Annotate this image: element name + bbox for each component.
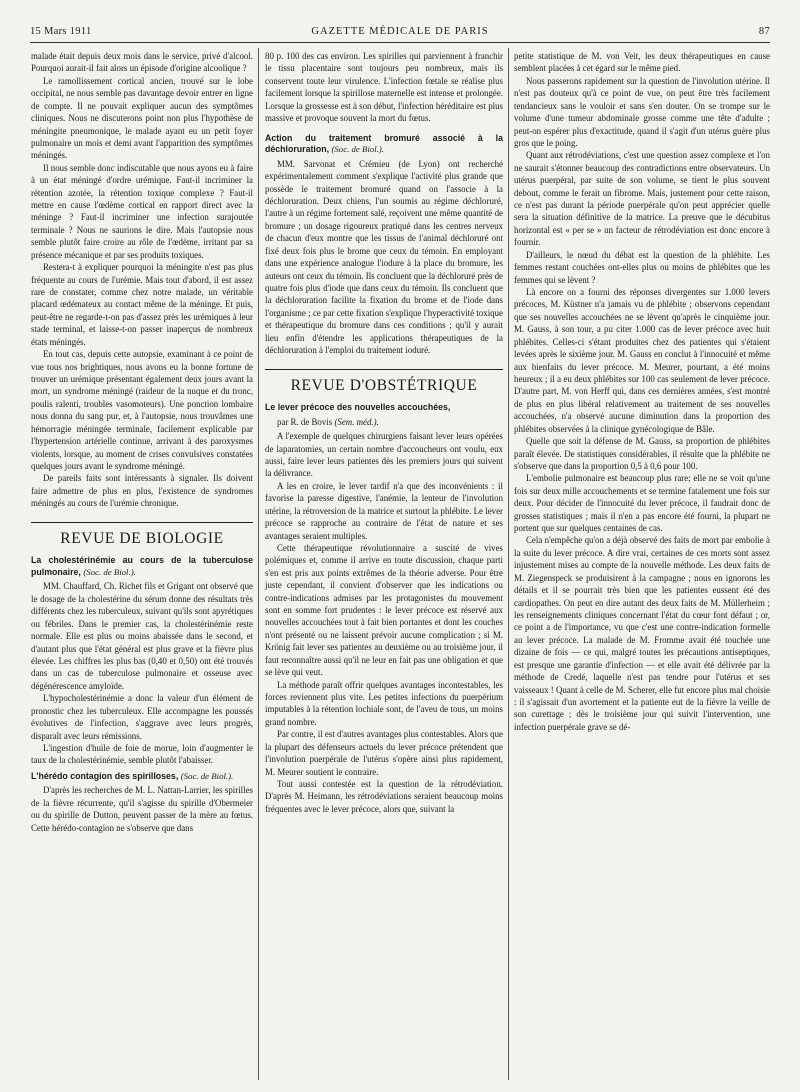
header-page-number: 87 (758, 26, 770, 37)
paragraph: Cela n'empêche qu'on a déjà observé des faits de mort par embolie à la suite du lever précoce. A dire vrai, certaines de ces morts sont assez injustement mises au compte de la nouvelle méthode. Les deux faits de M. Ziegenspeck se produisirent à la campagne ; nous en ignorons les détails et il se pourrait très bien que les patientes eussent été des cardiopathes. On peut en dire autant des deux faits de M. Müllerheim ; les renseignements cliniques concernant l'état du cœur font défaut ; or, ce point a de l'importance, vu que c'est une contre-indication formelle au lever précoce. La malade de M. Fromme avait été touchée une dizaine de fois — ce qui, malgré toutes les précautions antiseptiques, est presque une garantie d'infection — et elle avait été délivrée par la méthode de Credé, laquelle n'est pas tendre pour l'utérus et ses vaisseaux ! Quant à celle de M. Scherer, elle fut encore plus mal choisie : il s'agissait d'un avortement et la patiente eut de la fièvre la veille de son curettage ; dès le troisième jour qui suivit l'intervention, une infection puerpérale grave se dé- (514, 535, 770, 732)
header-date: 15 Mars 1911 (30, 26, 92, 37)
paragraph: Par contre, il est d'autres avantages plus contestables. Alors que la plupart des défenseurs actuels du lever précoce prétendent que l'involution puerpérale de l'utérus s'opère ainsi plus rapidement, M. Meurer soutient le contraire. (265, 729, 503, 777)
paragraph: Nous passerons rapidement sur la question de l'involution utérine. Il n'est pas douteux qu'à ce point de vue, on peut être très facilement tendancieux sans le vouloir et sans s'en douter. On se trompe sur le volume d'une tumeur abdominale grosse comme une tête d'adulte ; peut-on espérer plus d'exactitude, quand il s'agit d'un utérus guère plus gros que le poing. (514, 75, 770, 148)
article-heading (265, 402, 503, 414)
paragraph: En tout cas, depuis cette autopsie, examinant à ce point de vue tous nos brightiques, nous avons eu la bonne fortune de trouver un urémique présentant également deux jours avant la mort, un syndrome méningé (raideur de la nuque et du tronc, poulis ralenti, troubles vasomoteurs). Une ponction lombaire nous donna du sang pur, et, à l'autopsie, nous trouvâmes une hémorragie méningée terminale, facilement explicable par l'hypertension artérielle continue, arrivant à des paroxysmes violents, lorsque, au moment de crises convulsives constatées quelques jours avant le syndrome méningé. (31, 349, 253, 471)
section-title-biologie: REVUE DE BIOLOGIE (31, 522, 253, 550)
paragraph: 80 p. 100 des cas environ. Les spirilles qui parviennent à franchir le tissu placentaire sont toujours peu nombreux, mais ils conservent toute leur virulence. L'infection fœtale se réalise plus facilement lorsque la spirillose maternelle est intense et prolongée. Lorsque la grossesse est à son début, l'infection héréditaire est plus massive et provoque souvent la mort du fœtus. (265, 51, 503, 124)
paragraph: D'après les recherches de M. L. Nattan-Larrier, les spirilles de la fièvre récurrente, qu'il s'agisse du spirille d'Obermeier ou du spirille de Dutton, peuvent passer de la mère au fœtus. Cette hérédo-contagion ne s'observe que dans (31, 785, 253, 833)
paragraph: La méthode paraît offrir quelques avantages incontestables, les forces reviennent plus vite. Les petites infections du puerpérium imputables à la rétention lochiale sont, de l'aveu de tous, un moins grand nombre. (265, 679, 503, 727)
paragraph: D'ailleurs, le nœud du débat est la question de la phlébite. Les femmes restant couchées ont-elles plus ou moins de phlébites que les femmes qui se lèvent ? (514, 249, 770, 285)
paragraph: petite statistique de M. von Veit, les deux thérapeutiques en cause semblent placées à cet égard sur le même pied. (514, 51, 770, 74)
column-divider (258, 48, 259, 1080)
section-title-obstetrique: REVUE D'OBSTÉTRIQUE (265, 369, 503, 397)
article-heading (31, 771, 253, 783)
paragraph: Il nous semble donc indiscutable que nous ayons eu à faire à un état méningé d'ordre urémique. Faut-il incriminer la rétention azotée, la rétention toxique complexe ? Faut-il mettre en cause l'œdème cortical en rapport direct avec la méninge ? Faut-il incriminer une infection surajoutée terminale ? Nous ne saurions le dire. Mais l'autopsie nous semble plutôt faire croire au rôle de l'œdème, irritant par sa présence mécanique et par ses produits toxiques. (31, 162, 253, 260)
page-header (30, 26, 770, 42)
paragraph: L'hypocholestérinémie a donc la valeur d'un élément de pronostic chez les tuberculeux. Elle accompagne les poussés évolutives de l'infection, s'aggrave avec leurs progrès, disparaît avec leurs rémissions. (31, 693, 253, 741)
paragraph: malade était depuis deux mois dans le service, privé d'alcool. Pourquoi aurait-il fait alors un épisode d'origine alcoolique ? (31, 51, 253, 74)
article-title: Le lever précoce des nouvelles accouchées, (265, 402, 451, 413)
paragraph: L'ingestion d'huile de foie de morue, loin d'augmenter le taux de la cholestérinémie, semble plutôt l'abaisser. (31, 742, 253, 766)
header-title: GAZETTE MÉDICALE DE PARIS (311, 26, 489, 37)
article-title: La cholestérinémie au cours de la tuberculose pulmonaire, (31, 555, 253, 577)
column-left (31, 50, 253, 834)
article-source: (Soc. de Biol.). (180, 770, 234, 781)
paragraph: A les en croire, le lever tardif n'a que des inconvénients : il favorise la paresse digestive, l'anémie, la lenteur de l'involution utérine, la rétroversion de la matrice et surtout la phlébite. Le lever précoce se rapproche au contraire de l'état de nature et ses avantages seraient multiples. (265, 480, 503, 541)
header-rule (30, 42, 770, 43)
byline-author: par R. de Bovis (277, 416, 333, 427)
paragraph: Restera-t à expliquer pourquoi la méningite n'est pas plus fréquente au cours de l'urémie. Mais tout d'abord, il est assez rare de constater, comme chez notre malade, un véritable placard œdémateux au contact même de la méninge. Et puis, peut-être ne regarde-t-on pas d'assez près les urémiques à leur stade terminal, et laisse-t-on passer inaperçus de nombreux états méningés. (31, 262, 253, 347)
column-right (514, 50, 770, 733)
paragraph: Là encore on a fourni des réponses divergentes sur 1.000 levers précoces, M. Küstner n'a jamais vu de phlébite ; observons cependant que ses nouvelles accouchées ne se lèvent qu'après le cinquième jour. M. Gauss, à son tour, a pu citer 1.000 cas de lever précoce avec huit phlébites. Celles-ci s'étant produites chez des patientes qui s'étaient levées après le sixième jour. M. Gauss en conclut à l'innocuité et même aux bienfaits du lever précoce. M. Meurer, pourtant, a été moins heureux ; il a eu deux phlébites sur 100 cas seulement de lever précoce. D'autre part, M. von Herff qui, dans ces dernières années, s'est montré de plus en plus libéral relativement au traitement de ses nouvelles accouchées, n'a observé aucune diminution dans la proportion des phlébites observées à la clinique gynécologique de Bâle. (514, 287, 770, 434)
paragraph: A l'exemple de quelques chirurgiens faisant lever leurs opérées de laparatomies, un certain nombre d'accoucheurs ont voulu, eux aussi, faire lever leurs patientes dès les premiers jours qui suivent la délivrance. (265, 431, 503, 479)
article-heading (31, 555, 253, 578)
paragraph: Quelle que soit la défense de M. Gauss, sa proportion de phlébites paraît élevée. De statistiques considérables, il résulte que la phlébite ne s'observe que dans la proportion 0,5 à 0,6 pour 100. (514, 436, 770, 471)
paragraph: De pareils faits sont intéressants à signaler. Ils doivent faire admettre de plus en plus, l'existence de syndromes méningés au cours de l'urémie chronique. (31, 473, 253, 509)
paragraph: L'embolie pulmonaire est beaucoup plus rare; elle ne se voit qu'une fois sur deux mille accouchements et se termine fatalement une fois sur deux. Pour décider de l'innocuité du lever précoce, il faudrait donc de grosses statistiques ; mais il n'en a pas encore été fourni, la plupart ne portent que sur quelques centaines de cas. (514, 473, 770, 534)
paragraph: MM. Sarvonat et Crémieu (de Lyon) ont recherché expérimentalement comment s'explique l'activité plus grande que possède le traitement bromuré quand on l'associe à la déchloruration. Deux chiens, l'un soumis au régime déchloruré, l'autre à un régime fortement salé, reçoivent une même quantité de bromure ; un dosage rigoureux pratiqué dans les centres nerveux de chacun d'eux montre que les tissus de l'animal déchloruré ont fixé deux fois plus le brome que ceux du témoin. En employant dans une expérience analogue l'iodure à la place du bromure, les auteurs ont ceux du témoin. Ils concluent que la déchloruré près de quatre fois plus d'iode que dans ceux du témoin. Ils concluent que la déchloruration facilite la fixation du brome et de l'iode dans l'organisme ; ce par cette fixation s'explique l'hyperactivité toxique et thérapeutique du bromure dans ces conditions ; qu'il y aurait lieu enfin d'étendre les applications thérapeutiques de la déchloruration à l'emploi du traitement ioduré. (265, 158, 503, 356)
column-middle (265, 50, 503, 815)
article-heading (265, 133, 503, 156)
article-source: (Soc. de Biol.). (331, 144, 385, 155)
article-title: Action du traitement bromuré associé à la déchloruration, (265, 132, 503, 155)
paragraph: Quant aux rétrodéviations, c'est une question assez complexe et l'on ne saurait s'étonner beaucoup des contradictions entre observateurs. Un utérus puerpéral, par suite de son volume, se tient le plus souvent debout, comme le ferait un fibrome. Mais, justement pour cette raison, ce n'est pas durant la période puerpérale qu'on peut apprécier quelle sera la situation définitive de la matrice. La preuve que le décubitus horizontal est « per se » un facteur de rétrodéviation est donc encore à fournir. (514, 150, 770, 248)
paragraph: Tout aussi contestée est la question de la rétrodéviation. D'après M. Heimann, les rétrodéviations seraient beaucoup moins fréquentes avec le lever précoce, alors que, suivant la (265, 778, 503, 814)
byline-source: (Sem. méd.). (334, 416, 379, 427)
paragraph: MM. Chauffard, Ch. Richet fils et Grigant ont observé que le dosage de la cholestérine du sérum donne des résultats très différents chez les tuberculeux, suivant qu'ils sont apyrétiques ou fébriles. Dans le premier cas, la cholestérinémie reste normale. Elle est plus ou moins abaissée dans le second, et d'autant plus que l'état général est plus grave et la fièvre plus élevée. Les chiffres les plus bas (0,40 et 0,50) ont été trouvés dans un cas de tuberculose pulmonaire et osseuse avec dégénérescence amyloïde. (31, 581, 253, 691)
article-title: L'hérédo contagion des spirilloses, (31, 770, 179, 781)
paragraph: Cette thérapeutique révolutionnaire a suscité de vives polémiques et, comme il arrive en toute discussion, chaque parti s'en est pris aux points extrêmes de la théorie adverse. Pour être juste cependant, il convient d'observer que les indications ou contre-indications admises par les protagonistes du mouvement sont en somme fort prudentes : le lever précoce est réservé aux nouvelles accouchées tout à fait bien portantes et dont les couches n'ont présenté ou ne laissent prévoir aucune complication ; si M. Krönig fait lever ses patientes au deuxième ou au troisième jour, il faut reconnaître aussi qu'il ne leur en fait pas une obligation et que se lève qui veut. (265, 542, 503, 678)
article-byline (277, 416, 503, 428)
column-divider (508, 48, 509, 1080)
article-source: (Soc. de Biol.). (83, 566, 136, 577)
paragraph: Le ramollissement cortical ancien, trouvé sur le lobe occipital, ne nous semble pas davantage devoir entrer en ligne de compte. Il ne pouvait expliquer aucun des symptômes cliniques. Nous ne discuterons point non plus l'hypothèse de méningite pneumonique, le malade ayant eu un petit foyer pulmonaire un mois et demi avant l'apparition des symptômes méningés. (31, 75, 253, 161)
